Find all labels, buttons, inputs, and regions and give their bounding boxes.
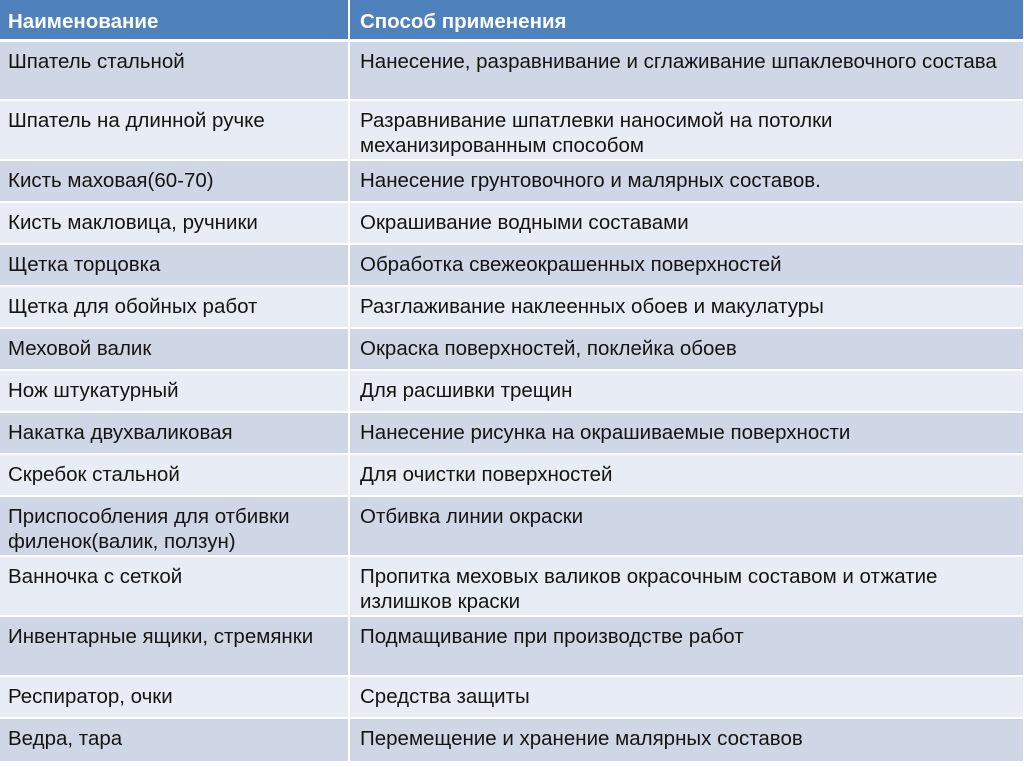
cell-method: Средства защиты (349, 676, 1024, 718)
cell-method: Нанесение, разравнивание и сглаживание шпаклевочного состава (349, 40, 1024, 100)
cell-name: Приспособления для отбивки филенок(валик, ползун) (0, 496, 349, 556)
cell-name: Меховой валик (0, 328, 349, 370)
table-row (0, 328, 1024, 370)
table-row (0, 454, 1024, 496)
cell-name: Щетка для обойных работ (0, 286, 349, 328)
cell-method: Разглаживание наклеенных обоев и макулатуры (349, 286, 1024, 328)
cell-method: Окрашивание водными составами (349, 202, 1024, 244)
cell-method: Подмащивание при производстве работ (349, 616, 1024, 676)
header-method: Способ применения (349, 0, 1024, 40)
cell-name: Респиратор, очки (0, 676, 349, 718)
cell-method: Перемещение и хранение малярных составов (349, 718, 1024, 762)
table-row (0, 244, 1024, 286)
cell-method: Пропитка меховых валиков окрасочным составом и отжатие излишков краски (349, 556, 1024, 616)
table-row (0, 202, 1024, 244)
cell-method: Для расшивки трещин (349, 370, 1024, 412)
cell-name: Ведра, тара (0, 718, 349, 762)
cell-name: Шпатель стальной (0, 40, 349, 100)
cell-method: Разравнивание шпатлевки наносимой на потолки механизированным способом (349, 100, 1024, 160)
cell-method: Отбивка линии окраски (349, 496, 1024, 556)
cell-method: Нанесение рисунка на окрашиваемые поверхности (349, 412, 1024, 454)
table-row (0, 676, 1024, 718)
cell-name: Нож штукатурный (0, 370, 349, 412)
cell-name: Ванночка с сеткой (0, 556, 349, 616)
table-row (0, 616, 1024, 676)
cell-method: Для очистки поверхностей (349, 454, 1024, 496)
cell-name: Накатка двухваликовая (0, 412, 349, 454)
header-name: Наименование (0, 0, 349, 40)
cell-name: Кисть макловица, ручники (0, 202, 349, 244)
cell-name: Шпатель на длинной ручке (0, 100, 349, 160)
cell-name: Скребок стальной (0, 454, 349, 496)
cell-name: Щетка торцовка (0, 244, 349, 286)
cell-method: Обработка свежеокрашенных поверхностей (349, 244, 1024, 286)
table-row (0, 556, 1024, 616)
table-row (0, 370, 1024, 412)
cell-name: Кисть маховая(60-70) (0, 160, 349, 202)
table-row (0, 160, 1024, 202)
table-row (0, 412, 1024, 454)
table-row (0, 496, 1024, 556)
table-row (0, 718, 1024, 762)
header-row (0, 0, 1024, 40)
table-row (0, 100, 1024, 160)
cell-method: Нанесение грунтовочного и малярных составов. (349, 160, 1024, 202)
table-row (0, 40, 1024, 100)
cell-name: Инвентарные ящики, стремянки (0, 616, 349, 676)
cell-method: Окраска поверхностей, поклейка обоев (349, 328, 1024, 370)
table-row (0, 286, 1024, 328)
